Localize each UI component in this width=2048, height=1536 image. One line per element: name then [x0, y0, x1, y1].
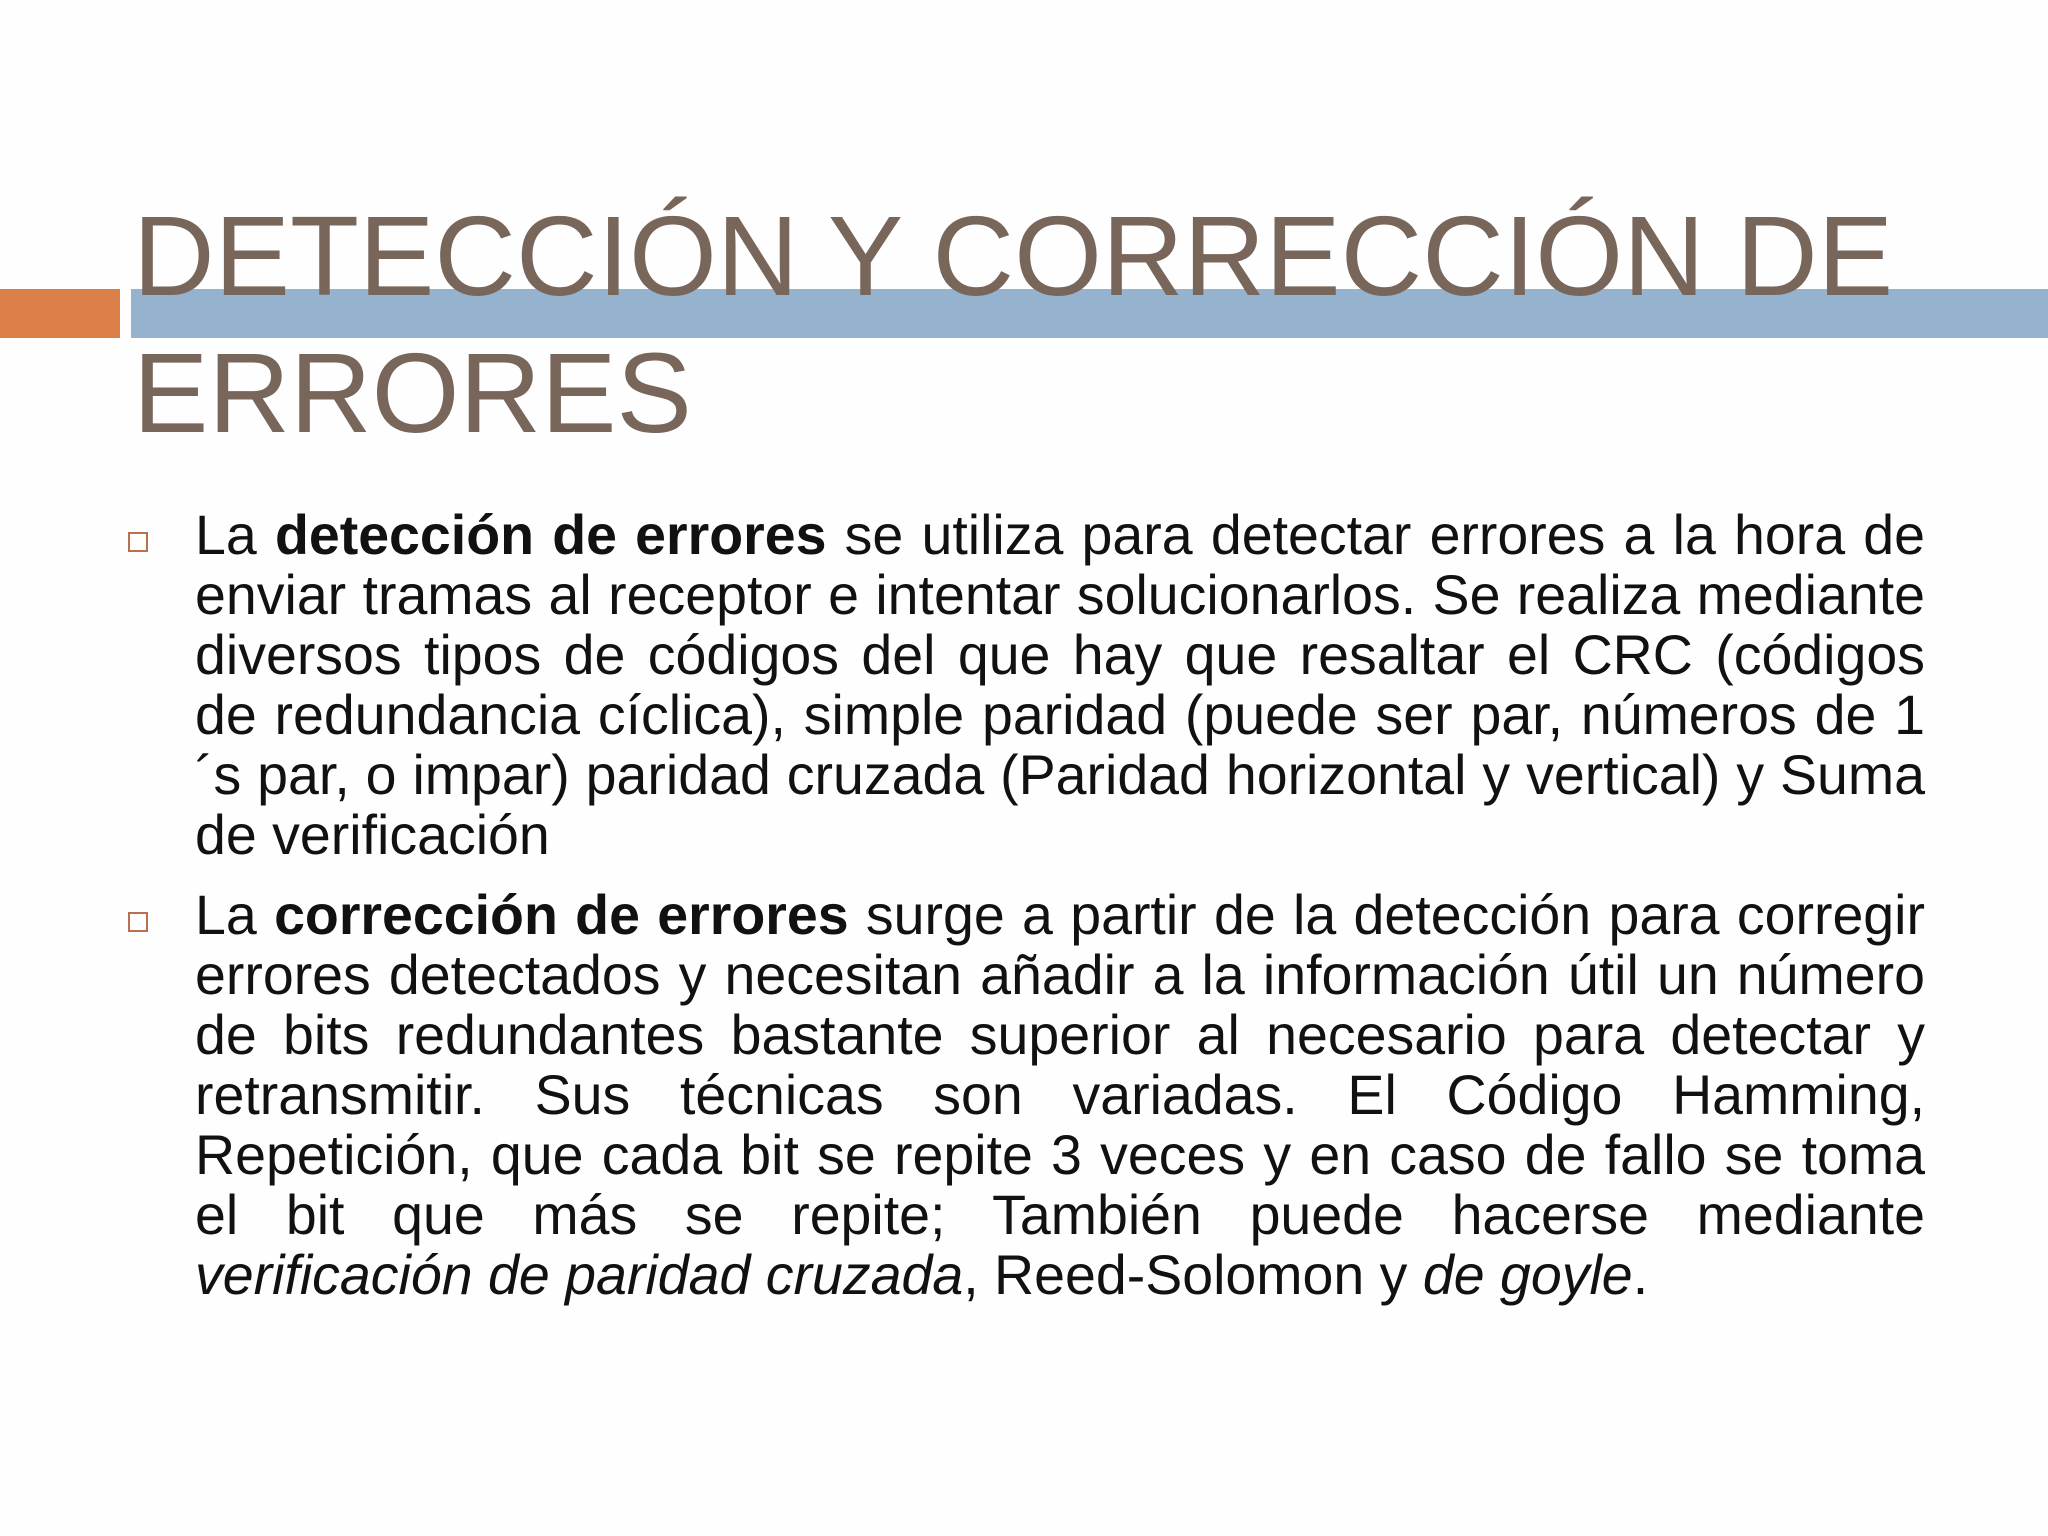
bullet-body: surge a partir de la detección para corregir errores detectados y necesitan añadir a la información útil un número de bits redundantes bastante superior al necesario para detectar y retransmitir. Sus técnicas son variadas. El Código Hamming, Repetición, que cada bit se repite 3 veces y en caso de fallo se toma el bit que más se repite; También puede hacerse mediante	[195, 884, 1925, 1246]
bullet-intro: La	[195, 884, 275, 946]
bullet-bold-term: corrección de errores	[274, 884, 849, 946]
bullet-list	[120, 505, 1925, 1325]
square-outline-icon	[128, 912, 148, 932]
bullet-body: se utiliza para detectar errores a la hora de enviar tramas al receptor e intentar solucionarlos. Se realiza mediante diversos tipos de códigos del que hay que resaltar el CRC (códigos de redundancia cíclica), simple paridad (puede ser par, números de 1´s par, o impar) paridad cruzada (Paridad horizontal y vertical) y Suma de verificación	[195, 504, 1926, 866]
slide-title-line-1: DETECCIÓN Y CORRECCIÓN DE	[133, 193, 1894, 319]
slide-title-line-2: ERRORES	[133, 330, 692, 456]
bullet-intro: La	[195, 504, 275, 566]
bullet-text	[195, 504, 1925, 866]
bullet-separator: , Reed-Solomon y	[963, 1244, 1423, 1306]
bullet-end: .	[1632, 1244, 1649, 1306]
bullet-bold-term: detección de errores	[274, 504, 827, 566]
slide-title	[133, 188, 2013, 462]
square-outline-icon	[128, 532, 148, 552]
bullet-italic-term: de goyle	[1422, 1244, 1633, 1306]
bullet-item-correction	[120, 885, 1925, 1305]
bullet-text	[195, 884, 1925, 1306]
accent-bar-orange	[0, 289, 120, 338]
bullet-italic-term: verificación de paridad cruzada	[195, 1244, 964, 1306]
bullet-item-detection	[120, 505, 1925, 865]
